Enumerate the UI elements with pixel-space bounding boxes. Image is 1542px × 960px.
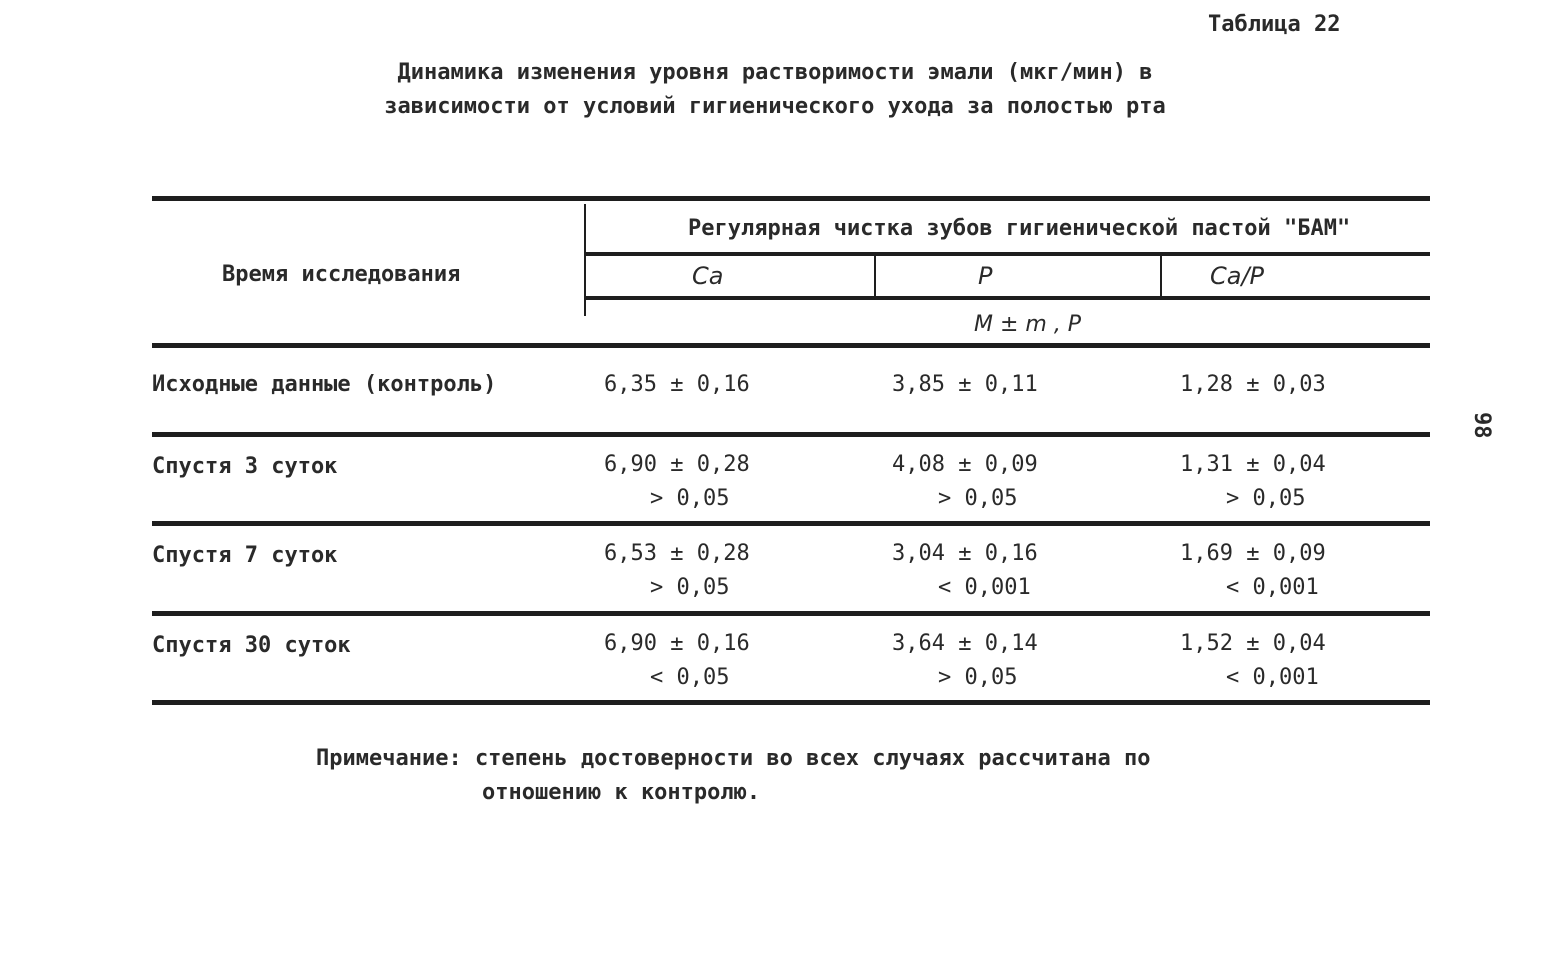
cell-p-value: > 0,05 (650, 486, 730, 511)
footnote-line-2: отношению к контролю. (482, 780, 761, 805)
column-divider-2 (1160, 256, 1162, 298)
cell-value: 1,28 ± 0,03 (1180, 372, 1326, 397)
cell-p-value: > 0,05 (650, 575, 730, 600)
table-cell (604, 448, 750, 516)
table-cell (1180, 448, 1326, 516)
cell-value: 6,35 ± 0,16 (604, 372, 750, 397)
table-cell (892, 537, 1038, 605)
cell-p-value: > 0,05 (938, 665, 1018, 690)
column-header-p: P (978, 262, 993, 290)
table-cell (1180, 627, 1326, 695)
cell-value: 1,31 ± 0,04 (1180, 452, 1326, 477)
table-footnote (316, 742, 1150, 810)
cell-value: 3,85 ± 0,11 (892, 372, 1038, 397)
cell-value: 6,53 ± 0,28 (604, 541, 750, 566)
group-header: Регулярная чистка зубов гигиенической пастой "БАМ" (688, 216, 1351, 241)
column-header-ca-p: Ca/P (1210, 262, 1265, 290)
table-cell (1180, 368, 1326, 402)
column-header-ca: Ca (692, 262, 724, 290)
table-cell (892, 627, 1038, 695)
header-bottom-rule (152, 343, 1430, 348)
table-top-rule (152, 196, 1430, 201)
table-cell (892, 448, 1038, 516)
cell-value: 6,90 ± 0,28 (604, 452, 750, 477)
table-cell (604, 627, 750, 695)
table-number-label: Таблица 22 (1208, 12, 1341, 37)
cell-p-value: < 0,05 (650, 665, 730, 690)
cell-value: 3,04 ± 0,16 (892, 541, 1038, 566)
cell-p-value: < 0,001 (938, 575, 1031, 600)
row-rule (152, 521, 1430, 526)
page-number: 98 (1469, 412, 1494, 439)
group-header-rule (586, 252, 1430, 256)
row-label-3-days: Спустя 3 суток (152, 454, 338, 479)
footnote-line-1: Примечание: степень достоверности во всех случаях рассчитана по (316, 746, 1151, 771)
row-rule (152, 611, 1430, 616)
table-caption: Динамика изменения уровня растворимости эмали (мкг/мин) в зависимости от условий гигиенического ухода за полостью рта (384, 60, 1166, 119)
row-label-control: Исходные данные (контроль) (152, 372, 497, 397)
cell-value: 6,90 ± 0,16 (604, 631, 750, 656)
table-cell (892, 368, 1038, 402)
cell-p-value: > 0,05 (938, 486, 1018, 511)
row-rule (152, 432, 1430, 437)
column-header-rule (586, 296, 1430, 300)
cell-p-value: < 0,001 (1226, 665, 1319, 690)
cell-value: 1,69 ± 0,09 (1180, 541, 1326, 566)
row-label-7-days: Спустя 7 суток (152, 543, 338, 568)
table-cell (604, 368, 750, 402)
cell-p-value: < 0,001 (1226, 575, 1319, 600)
stat-line: M ± m , P (974, 312, 1082, 337)
cell-value: 3,64 ± 0,14 (892, 631, 1038, 656)
row-header: Время исследования (222, 262, 461, 287)
table-cell (1180, 537, 1326, 605)
cell-value: 4,08 ± 0,09 (892, 452, 1038, 477)
table-cell (604, 537, 750, 605)
column-divider-1 (874, 256, 876, 298)
cell-value: 1,52 ± 0,04 (1180, 631, 1326, 656)
table-bottom-rule (152, 700, 1430, 705)
row-label-30-days: Спустя 30 суток (152, 633, 351, 658)
cell-p-value: > 0,05 (1226, 486, 1306, 511)
